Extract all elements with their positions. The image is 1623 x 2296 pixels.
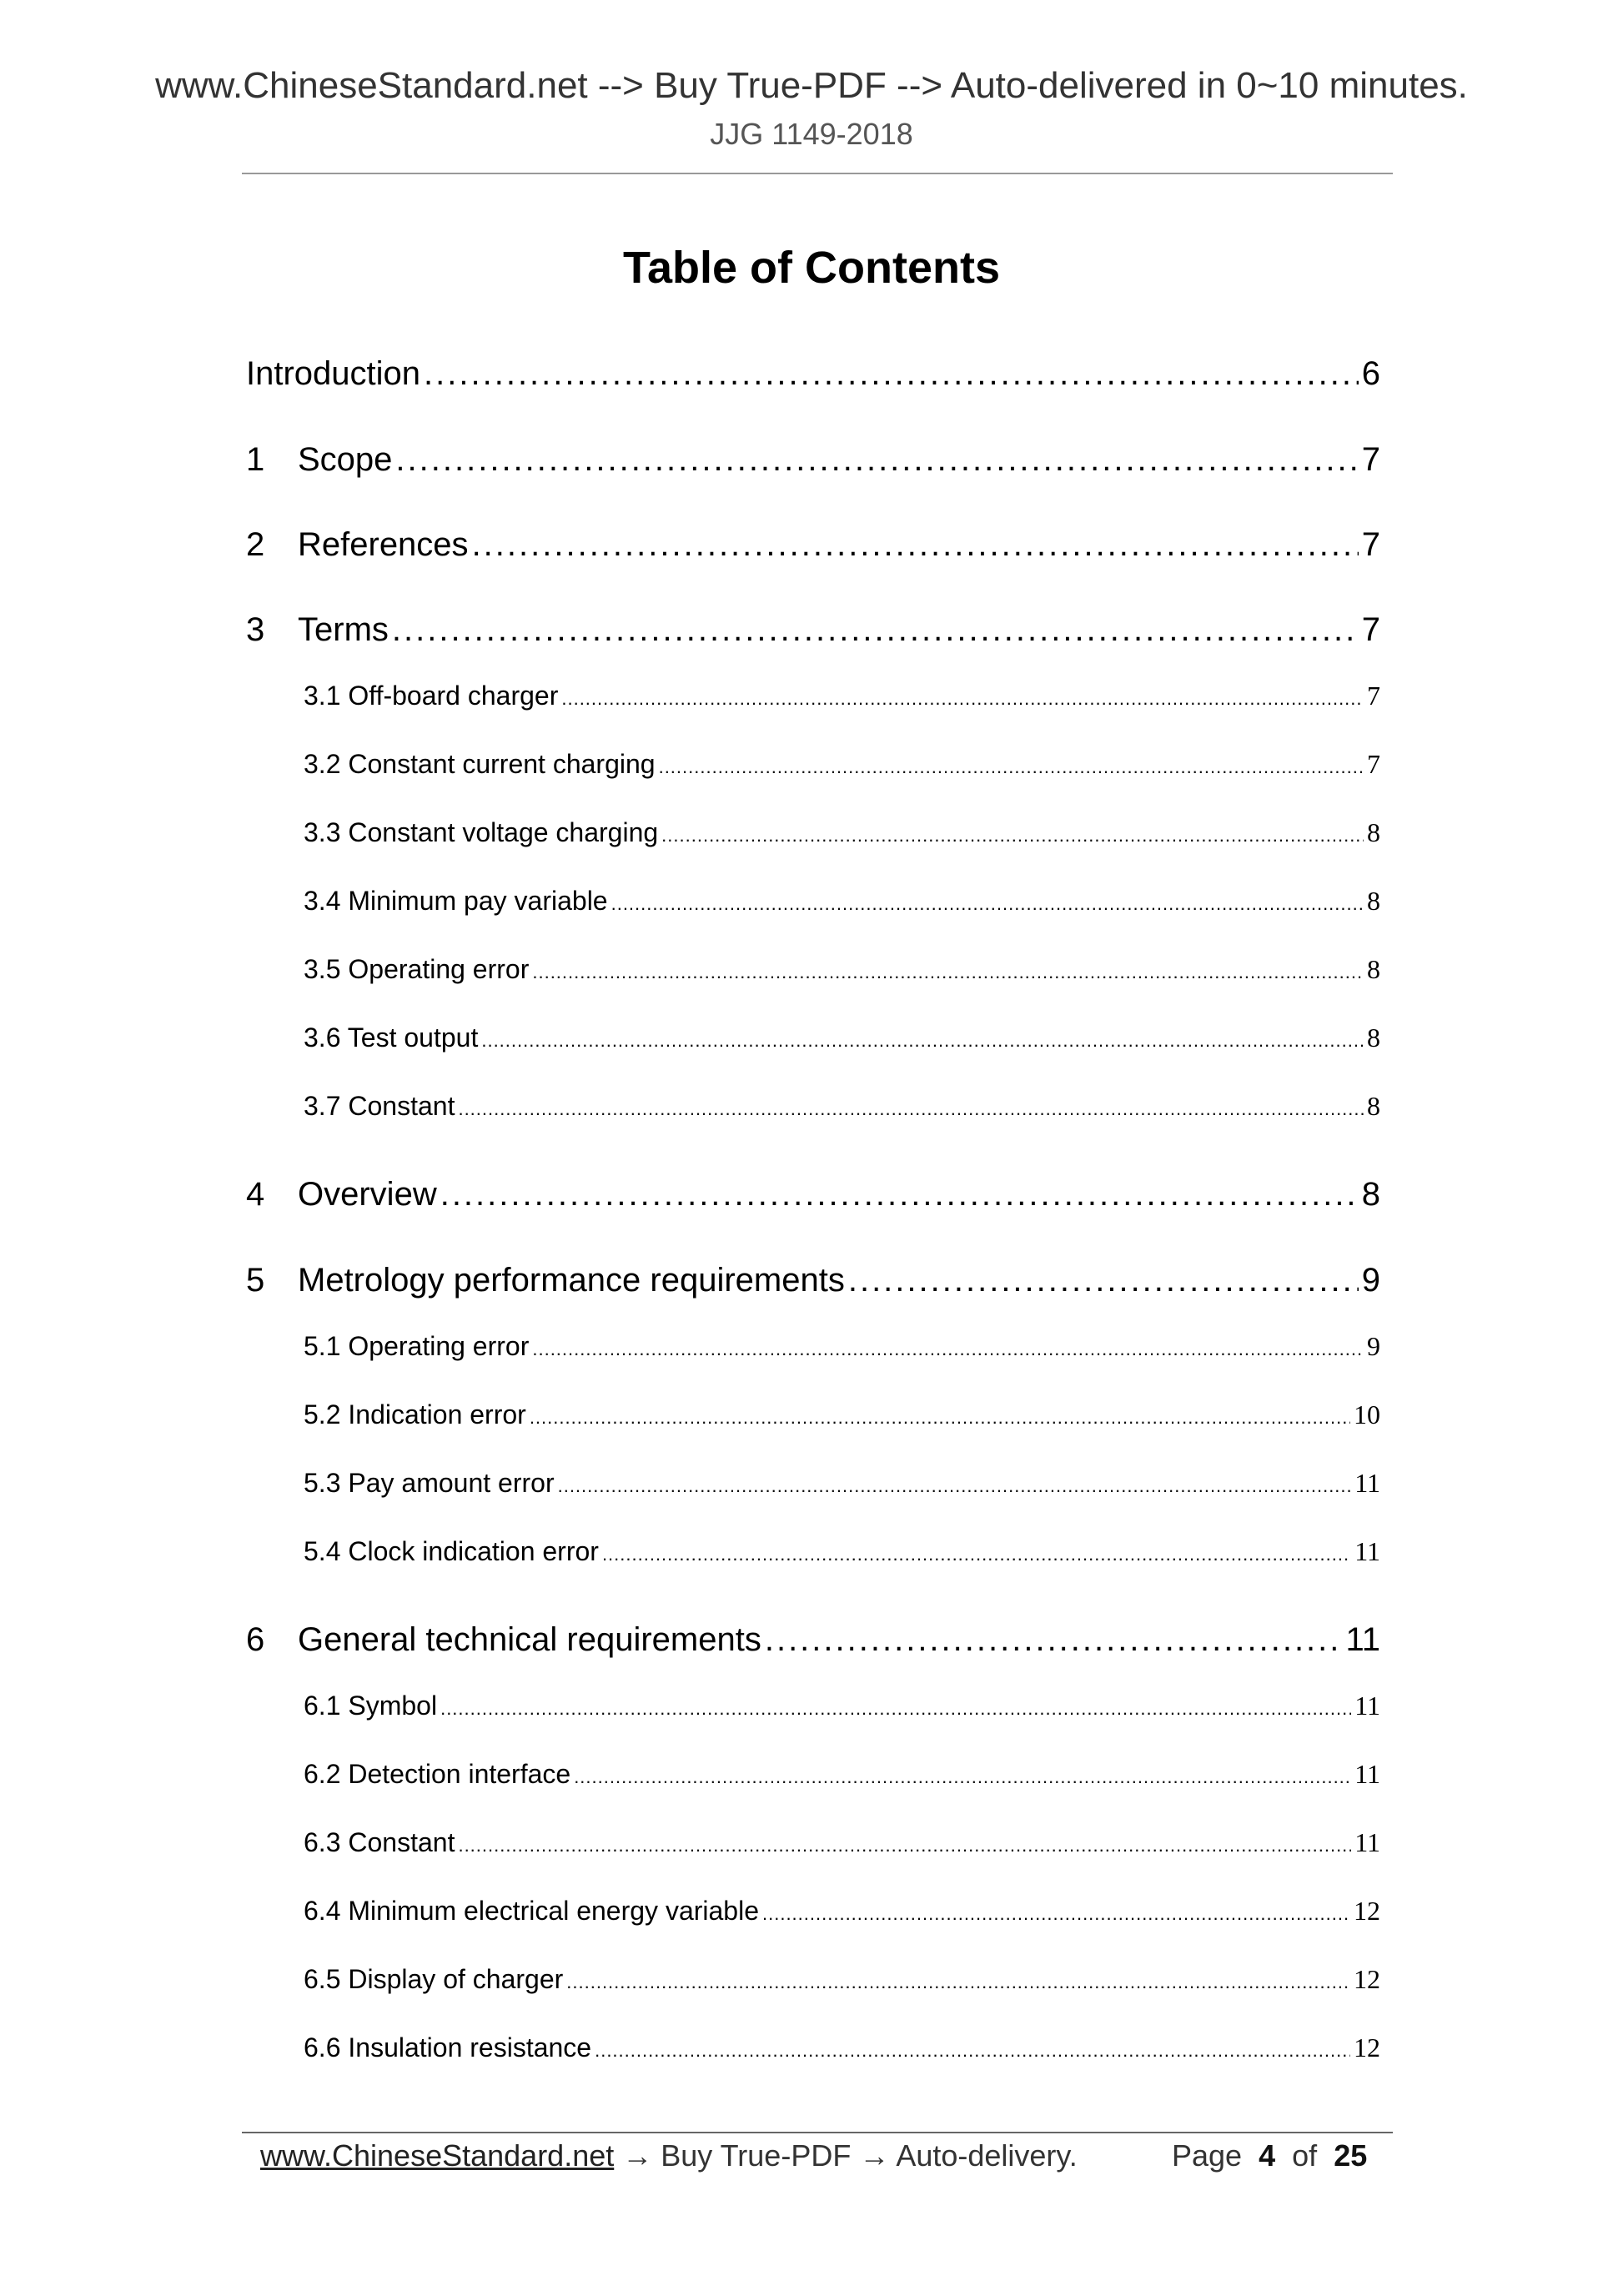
toc-leader — [762, 1903, 1350, 1925]
toc-leader — [611, 893, 1364, 915]
toc-subentry[interactable] — [304, 1964, 1380, 2001]
toc-entry-title: 6.2 Detection interface — [304, 1759, 571, 1789]
toc-leader — [458, 1098, 1364, 1120]
toc-leader — [440, 1176, 1359, 1213]
toc-subentry[interactable] — [304, 1331, 1380, 1368]
header-banner: www.ChineseStandard.net --> Buy True-PDF --> Auto-delivered in 0~10 minutes. — [155, 65, 1468, 106]
toc-entry-page: 7 — [1361, 526, 1380, 563]
toc-entry-page: 7 — [1361, 441, 1380, 478]
footer-text: → Buy True-PDF → Auto-delivery. — [614, 2138, 1078, 2173]
toc-entry-introduction[interactable] — [246, 355, 1380, 399]
toc-entry-page: 8 — [1367, 954, 1380, 984]
toc-subentry[interactable] — [304, 749, 1380, 786]
toc-leader — [532, 962, 1364, 983]
toc-entry-page: 10 — [1354, 1399, 1380, 1429]
toc-title: Table of Contents — [623, 243, 1000, 293]
toc-entry-title: 3.7 Constant — [304, 1091, 455, 1121]
toc-entry-title: 5.1 Operating error — [304, 1331, 530, 1361]
toc-entry-page: 8 — [1367, 817, 1380, 847]
toc-entry-title: Overview — [298, 1176, 437, 1213]
toc-leader — [440, 1698, 1351, 1720]
toc-entry-overview[interactable] — [246, 1176, 1380, 1219]
page-total: 25 — [1334, 2138, 1368, 2173]
toc-leader — [532, 1339, 1364, 1360]
toc-subentry[interactable] — [304, 1091, 1380, 1128]
toc-leader — [458, 1835, 1351, 1856]
toc-entry-title: 5.3 Pay amount error — [304, 1468, 555, 1498]
toc-entry-title: 6.4 Minimum electrical energy variable — [304, 1896, 759, 1926]
toc-entry-page: 8 — [1361, 1176, 1380, 1213]
footer-divider — [242, 2132, 1393, 2133]
toc-entry-title: 3.1 Off-board charger — [304, 681, 559, 711]
toc-entry-title: 3.5 Operating error — [304, 954, 530, 984]
toc-entry-title: Terms — [298, 611, 389, 648]
toc-leader — [765, 1621, 1343, 1659]
toc-subentry[interactable] — [304, 1827, 1380, 1864]
toc-entry-title: Scope — [298, 441, 393, 478]
toc-leader — [659, 756, 1364, 778]
toc-entry-title: References — [298, 526, 469, 563]
toc-leader — [574, 1766, 1351, 1788]
toc-entry-title: General technical requirements — [298, 1621, 761, 1658]
toc-subentry[interactable] — [304, 1536, 1380, 1573]
page-current: 4 — [1259, 2138, 1276, 2173]
toc-leader — [395, 441, 1358, 479]
toc-entry-scope[interactable] — [246, 441, 1380, 485]
toc-entry-page: 11 — [1345, 1621, 1380, 1658]
toc-subentry[interactable] — [304, 1896, 1380, 1932]
toc-entry-number: 5 — [246, 1262, 265, 1299]
toc-entry-page: 9 — [1367, 1331, 1380, 1361]
toc-leader — [661, 825, 1364, 847]
toc-entry-number: 1 — [246, 441, 265, 478]
toc-leader — [602, 1544, 1351, 1565]
toc-entry-references[interactable] — [246, 526, 1380, 570]
toc-entry-number: 6 — [246, 1621, 265, 1658]
toc-entry-title: Introduction — [246, 355, 421, 392]
toc-entry-metrology[interactable] — [246, 1262, 1380, 1305]
toc-entry-title: 3.2 Constant current charging — [304, 749, 656, 779]
toc-entry-title: 3.6 Test output — [304, 1022, 479, 1053]
toc-subentry[interactable] — [304, 1399, 1380, 1436]
toc-entry-page: 8 — [1367, 1022, 1380, 1053]
toc-entry-page: 11 — [1354, 1536, 1380, 1566]
toc-entry-title: 6.5 Display of charger — [304, 1964, 564, 1994]
toc-subentry[interactable] — [304, 1022, 1380, 1059]
toc-entry-page: 11 — [1354, 1827, 1380, 1857]
toc-entry-page: 11 — [1354, 1759, 1380, 1789]
toc-entry-page: 7 — [1367, 749, 1380, 779]
toc-leader — [595, 2040, 1350, 2062]
page-label: Page — [1172, 2138, 1243, 2173]
toc-entry-page: 9 — [1361, 1262, 1380, 1299]
toc-leader — [558, 1475, 1352, 1497]
toc-entry-page: 8 — [1367, 886, 1380, 916]
toc-entry-page: 12 — [1354, 1964, 1380, 1994]
toc-leader — [392, 611, 1359, 649]
page-of: of — [1292, 2138, 1318, 2173]
toc-entry-title: 6.1 Symbol — [304, 1691, 438, 1721]
toc-subentry[interactable] — [304, 1691, 1380, 1727]
toc-subentry[interactable] — [304, 817, 1380, 854]
toc-entry-page: 12 — [1354, 2032, 1380, 2062]
toc-entry-title: 6.3 Constant — [304, 1827, 455, 1857]
toc-entry-page: 7 — [1361, 611, 1380, 648]
toc-leader — [566, 1972, 1350, 1993]
toc-entry-number: 2 — [246, 526, 265, 563]
toc-entry-page: 11 — [1354, 1691, 1380, 1721]
toc-entry-page: 6 — [1361, 355, 1380, 392]
toc-entry-page: 11 — [1354, 1468, 1380, 1498]
toc-entry-title: 3.3 Constant voltage charging — [304, 817, 659, 847]
toc-leader — [472, 526, 1359, 564]
footer-promo — [260, 2138, 1078, 2173]
toc-entry-page: 8 — [1367, 1091, 1380, 1121]
toc-leader — [481, 1030, 1364, 1052]
toc-entry-title: 5.2 Indication error — [304, 1399, 526, 1429]
toc-entry-title: 6.6 Insulation resistance — [304, 2032, 592, 2062]
toc-entry-page: 12 — [1354, 1896, 1380, 1926]
toc-leader — [848, 1262, 1359, 1299]
toc-subentry[interactable] — [304, 1468, 1380, 1505]
toc-entry-title: Metrology performance requirements — [298, 1262, 845, 1299]
toc-subentry[interactable] — [304, 1759, 1380, 1796]
toc-entry-title: 5.4 Clock indication error — [304, 1536, 599, 1566]
page-number — [1172, 2138, 1367, 2173]
toc-entry-title: 3.4 Minimum pay variable — [304, 886, 608, 916]
toc-leader — [561, 688, 1364, 710]
toc-subentry[interactable] — [304, 681, 1380, 717]
toc-entry-general-technical[interactable] — [246, 1621, 1380, 1665]
document-code: JJG 1149-2018 — [710, 117, 913, 151]
toc-subentry[interactable] — [304, 886, 1380, 922]
footer-link[interactable]: www.ChineseStandard.net — [260, 2138, 615, 2173]
toc-leader — [530, 1407, 1350, 1429]
toc-entry-number: 4 — [246, 1176, 265, 1213]
toc-entry-number: 3 — [246, 611, 265, 648]
toc-subentry[interactable] — [304, 2032, 1380, 2069]
toc-entry-terms[interactable] — [246, 611, 1380, 655]
toc-leader — [424, 355, 1359, 393]
toc-entry-page: 7 — [1367, 681, 1380, 711]
toc-subentry[interactable] — [304, 954, 1380, 991]
